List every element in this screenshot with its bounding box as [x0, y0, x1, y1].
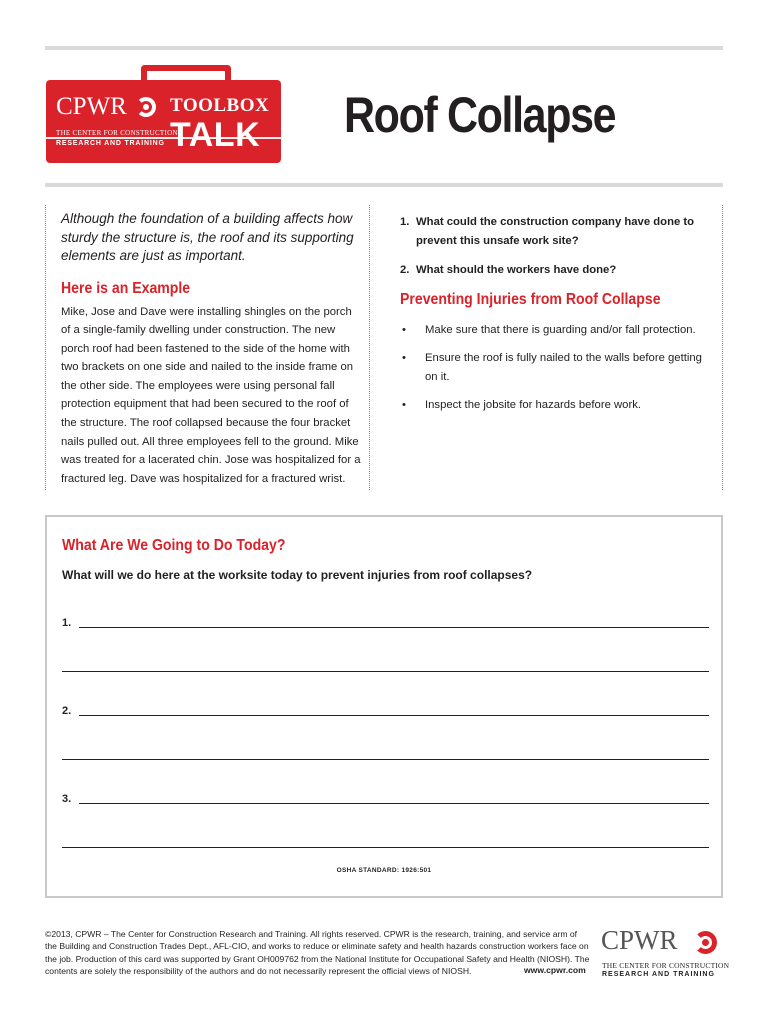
question-number: 2.	[400, 264, 410, 276]
answer-line-2b[interactable]	[62, 741, 709, 761]
list-item-text: Make sure that there is guarding and/or fall protection.	[425, 323, 696, 336]
answer-line-1[interactable]	[62, 609, 709, 629]
footer-copyright: ©2013, CPWR – The Center for Construction Research and Training. All rights reserved. CPWR is the research, training, and service arm of the Building and Construction Trades Dept., AFL-CIO, and works to reduce or eliminate safety and health hazards construction workers face on the job. Production of this card was supported by Grant OH009762 from the National Institute for Occupational Safety and Health (NIOSH). The contents are solely the responsibility of the authors and do not necessarily represent the official views of NIOSH.	[45, 929, 590, 977]
footer-dot-icon	[702, 939, 709, 946]
top-divider	[45, 46, 723, 50]
list-item	[400, 396, 704, 415]
answer-line-3b[interactable]	[62, 829, 709, 849]
question-item	[400, 261, 704, 280]
osha-standard: OSHA STANDARD: 1926:501	[336, 867, 432, 874]
logo-org: CPWR	[56, 93, 127, 120]
page-title: Roof Collapse	[344, 87, 616, 143]
discussion-questions	[400, 213, 704, 280]
answer-number: 2.	[62, 705, 72, 717]
write-line	[79, 715, 709, 716]
bullet-icon: •	[402, 399, 406, 411]
right-column	[383, 205, 723, 490]
logo-toolbox: TOOLBOX	[170, 95, 270, 116]
answer-line-2[interactable]	[62, 697, 709, 717]
write-line	[62, 759, 709, 760]
preventing-list	[400, 321, 704, 415]
footer-logo-org: CPWR	[601, 925, 678, 955]
list-item	[400, 321, 704, 340]
list-item	[400, 349, 704, 386]
footer-website-link[interactable]: www.cpwr.com	[524, 965, 586, 975]
example-story: Mike, Jose and Dave were installing shingles on the porch of a single-family dwelling under construction. The new porch roof had been fastened to the side of the home with two brackets on one side and nailed to the inside frame on the other side. The employees were using personal fall protection equipment that had been secured to the roof of the structure. The roof collapsed because the four bracket nails pulled out. All three employees fell to the ground. Mike was treated for a lacerated chin. Jose was hospitalized for a fractured leg. Dave was hospitalized for a fractured wrist.	[61, 305, 361, 485]
activity-box	[45, 515, 723, 898]
footer-logo-tagline-2: RESEARCH AND TRAINING	[602, 971, 715, 978]
question-number: 1.	[400, 216, 410, 228]
answer-number: 3.	[62, 793, 72, 805]
answer-number: 1.	[62, 617, 72, 629]
question-text: What could the construction company have done to prevent this unsafe work site?	[416, 216, 695, 247]
cpwr-dot-icon	[143, 104, 149, 110]
answer-line-1b[interactable]	[62, 653, 709, 673]
logo-talk: TALK	[170, 116, 261, 154]
write-line	[79, 803, 709, 804]
write-line	[62, 671, 709, 672]
bullet-icon: •	[402, 352, 406, 364]
logo-tagline-1: THE CENTER FOR CONSTRUCTION	[56, 129, 178, 137]
preventing-heading: Preventing Injuries from Roof Collapse	[400, 290, 661, 308]
logo-tagline-2: RESEARCH AND TRAINING	[56, 140, 165, 147]
footer-logo-tagline-1: THE CENTER FOR CONSTRUCTION	[602, 961, 730, 970]
bullet-icon: •	[402, 323, 406, 336]
list-item-text: Inspect the jobsite for hazards before work.	[425, 399, 642, 411]
header-divider	[45, 183, 723, 187]
list-item-text: Ensure the roof is fully nailed to the walls before getting on it.	[425, 352, 702, 383]
activity-question: What will we do here at the worksite today to prevent injuries from roof collapses?	[62, 568, 533, 582]
answer-line-3[interactable]	[62, 785, 709, 805]
intro-text: Although the foundation of a building affects how sturdy the structure is, the roof and its supporting elements are just as important.	[61, 211, 354, 263]
example-heading: Here is an Example	[61, 279, 191, 297]
question-item	[400, 213, 704, 250]
question-text: What should the workers have done?	[416, 264, 617, 276]
write-line	[62, 847, 709, 848]
write-line	[79, 627, 709, 628]
activity-heading: What Are We Going to Do Today?	[62, 537, 286, 554]
left-column	[45, 205, 370, 490]
cpwr-toolbox-talk-logo	[46, 65, 281, 163]
